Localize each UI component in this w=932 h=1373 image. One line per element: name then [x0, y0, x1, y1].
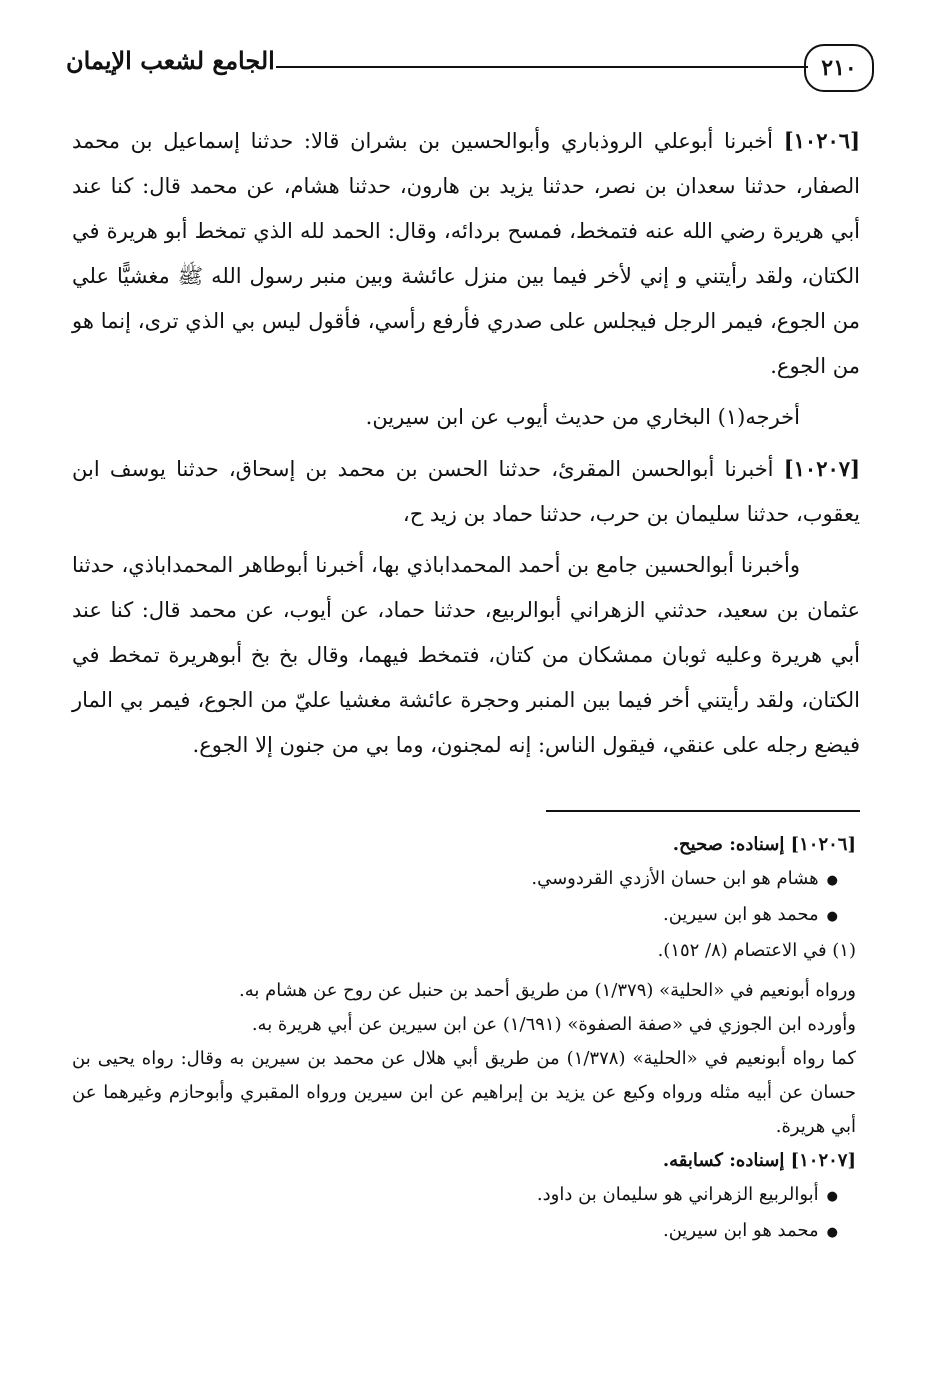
paragraph-text: وأخبرنا أبوالحسين جامع بن أحمد المحمداباذي بها، أخبرنا أبوطاهر المحمداباذي، حدثنا عثمان بن سعيد، حدثني الزهراني أبوالربيع، حدثنا حماد، عن أيوب، عن محمد قال: كنا عند أبي هريرة وعليه ثوبان ممشكان من كتان، فتمخط فيهما، وقال بخ بخ أبوهريرة تمخط في الكتان، ولقد رأيتني أخر فيما بين المنبر وحجرة عائشة مغشيا عليّ من الجوع، فيمر بي المار فيضع رجله على عنقي، فيقول الناس: إنه لمجنون، وما بي من جنون إلا الجوع.: [72, 553, 860, 757]
page-header: [66, 36, 866, 96]
note-10207-head: [١٠٢٠٧] إسناده: كسابقه.: [662, 1150, 856, 1171]
paragraph-10207: [72, 446, 860, 537]
note-bullet: ● محمد هو ابن سيرين.: [72, 898, 856, 934]
main-text: [72, 118, 860, 774]
note-bullet: ● محمد هو ابن سيرين.: [72, 1214, 856, 1250]
paragraph-10206: [72, 118, 860, 389]
paragraph-takhrij: [72, 395, 860, 440]
hadith-number: [١٠٢٠٧]: [783, 456, 860, 481]
note-10206-head: [١٠٢٠٦] إسناده: صحيح.: [672, 834, 856, 855]
hadith-number: [١٠٢٠٦]: [783, 128, 860, 153]
header-rule: [276, 66, 808, 68]
footnote-1-text: كما رواه أبونعيم في «الحلية» (١/٣٧٨) من طريق أبي هلال عن محمد بن سيرين به وقال: رواه يحيى بن حسان عن أبيه مثله ورواه وكيع عن يزيد بن إبراهيم عن ابن سيرين ورواه المقبري وأبوحازم وغيرهما عن أبي هريرة.: [72, 1048, 856, 1137]
page-number: ٢١٠: [804, 44, 874, 92]
footnote-rule: [546, 810, 860, 812]
note-bullet: ● أبوالربيع الزهراني هو سليمان بن داود.: [72, 1178, 856, 1214]
footnote-1-text: وأورده ابن الجوزي في «صفة الصفوة» (١/٦٩١) عن ابن سيرين عن أبي هريرة به.: [251, 1014, 856, 1035]
footnote-1-head: (١) في الاعتصام (٨/ ١٥٢).: [657, 940, 856, 961]
running-title: الجامع لشعب الإيمان: [66, 46, 275, 75]
paragraph-text: أخبرنا أبوالحسن المقرئ، حدثنا الحسن بن محمد بن إسحاق، حدثنا يوسف ابن يعقوب، حدثنا سليمان بن حرب، حدثنا حماد بن زيد ح،: [72, 457, 860, 526]
paragraph-text: أخبرنا أبوعلي الروذباري وأبوالحسين بن بشران قالا: حدثنا إسماعيل بن محمد الصفار، حدثنا سعدان بن نصر، حدثنا يزيد بن هارون، حدثنا هشام، عن محمد قال: كنا عند أبي هريرة رضي الله عنه فتمخط، فمسح بردائه، وقال: الحمد لله الذي تمخط أبو هريرة في الكتان، ولقد رأيتني و إني لأخر فيما بين منزل عائشة وبين منبر رسول الله ﷺ مغشيًّا علي من الجوع، فيمر الرجل فيجلس على صدري فأرفع رأسي، فأقول ليس بي الذي ترى، إنما هو من الجوع.: [72, 129, 860, 378]
note-bullet: ● هشام هو ابن حسان الأزدي القردوسي.: [72, 862, 856, 898]
paragraph-second-chain: [72, 543, 860, 768]
paragraph-text: أخرجه(١) البخاري من حديث أيوب عن ابن سيرين.: [365, 405, 800, 429]
footnote-1-text: ورواه أبونعيم في «الحلية» (١/٣٧٩) من طريق أحمد بن حنبل عن روح عن هشام به.: [238, 980, 856, 1001]
footnotes: [72, 828, 856, 1250]
